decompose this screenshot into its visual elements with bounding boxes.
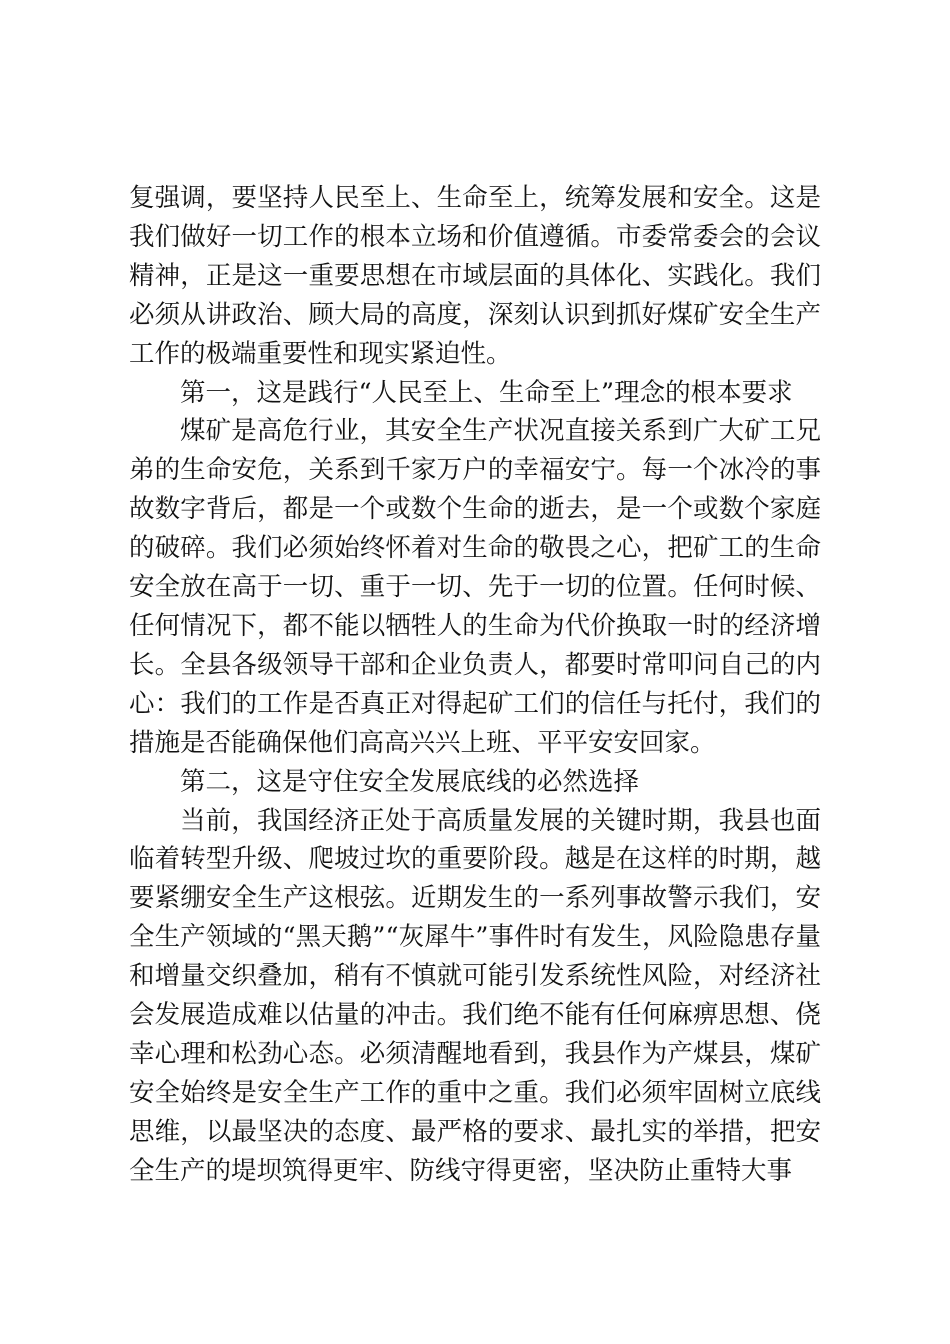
section-heading-second: 第二，这是守住安全发展底线的必然选择: [180, 766, 640, 797]
paragraph-continuation: 复强调，要坚持人民至上、生命至上，统筹发展和安全。这是我们做好一切工作的根本立场和价值遵循。市委常委会的会议精神，正是这一重要思想在市域层面的具体化、实践化。我们必须从讲政治、顾大局的高度，深刻认识到抓好煤矿安全生产工作的极端重要性和现实紧迫性。: [129, 183, 821, 369]
document-body: [129, 179, 821, 1191]
paragraph-second-body: 当前，我国经济正处于高质量发展的关键时期，我县也面临着转型升级、爬坡过坎的重要阶段。越是在这样的时期，越要紧绷安全生产这根弦。近期发生的一系列事故警示我们，安全生产领域的“黑天鹅”“灰犀牛”事件时有发生，风险隐患存量和增量交织叠加，稍有不慎就可能引发系统性风险，对经济社会发展造成难以估量的冲击。我们绝不能有任何麻痹思想、侥幸心理和松劲心态。必须清醒地看到，我县作为产煤县，煤矿安全始终是安全生产工作的重中之重。我们必须牢固树立底线思维，以最坚决的态度、最严格的要求、最扎实的举措，把安全生产的堤坝筑得更牢、防线守得更密，坚决防止重特大事: [129, 805, 821, 1186]
section-heading-first: 第一，这是践行“人民至上、生命至上”理念的根本要求: [180, 377, 793, 408]
paragraph-first-body: 煤矿是高危行业，其安全生产状况直接关系到广大矿工兄弟的生命安危，关系到千家万户的幸福安宁。每一个冰冷的事故数字背后，都是一个或数个生命的逝去，是一个或数个家庭的破碎。我们必须始终怀着对生命的敬畏之心，把矿工的生命安全放在高于一切、重于一切、先于一切的位置。任何时候、任何情况下，都不能以牺牲人的生命为代价换取一时的经济增长。全县各级领导干部和企业负责人，都要时常叩问自己的内心：我们的工作是否真正对得起矿工们的信任与托付，我们的措施是否能确保他们高高兴兴上班、平平安安回家。: [129, 416, 821, 758]
